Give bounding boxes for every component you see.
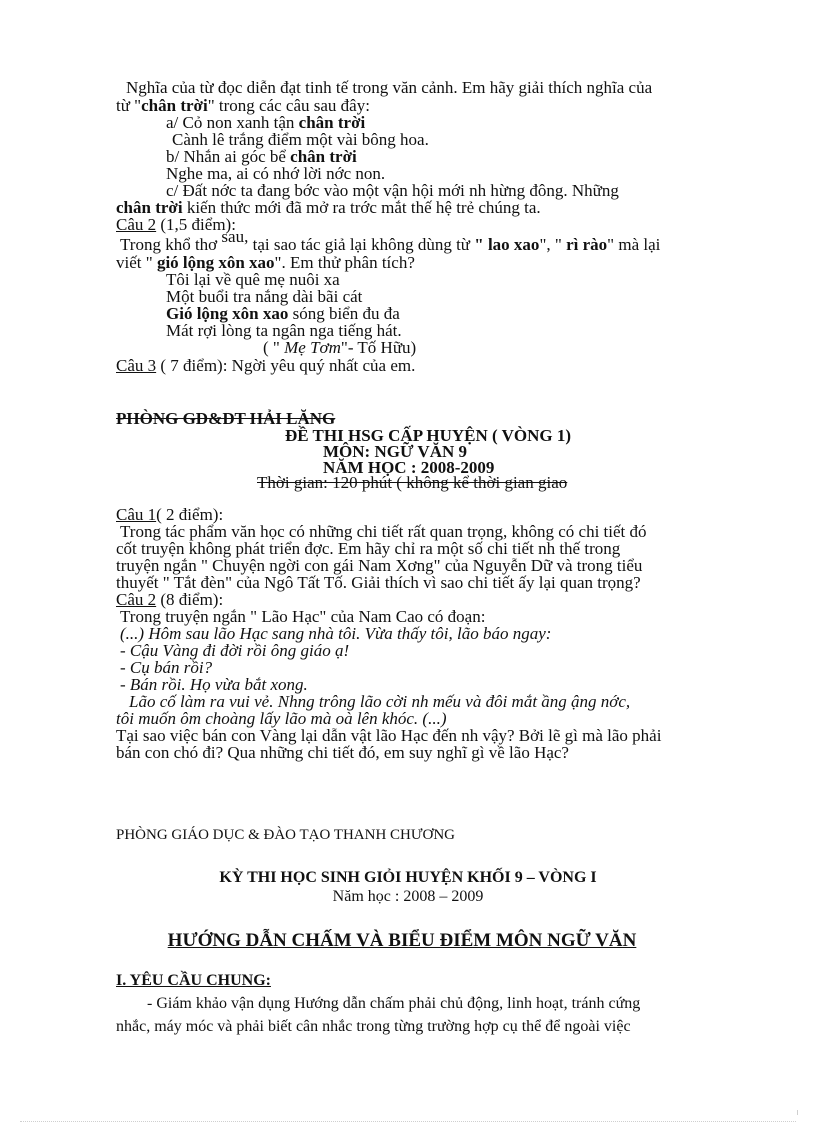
keyword-ri-rao: rì rào (566, 235, 608, 254)
text: sóng biển đu đa (288, 304, 400, 323)
text: b/ Nhắn ai góc bể (166, 147, 291, 166)
keyword-chan-troi: chân trời (298, 113, 366, 132)
p3-para-line2: nhắc, máy móc và phải biết cân nhắc trong từng trường hợp cụ thể để ngoài việc (116, 1018, 631, 1035)
p1-item-a-line2: Cành lê trắng điểm một vài bông hoa. (172, 130, 429, 149)
keyword-gio-long: Gió lộng xôn xao (166, 304, 289, 323)
p1-q3 (116, 356, 415, 375)
p2-excerpt-line6: tôi muốn ôm choàng lấy lão mà oà lên khóc. (...) (116, 709, 447, 728)
p2-time: Thời gian: 120 phút ( không kể thời gian giao (257, 473, 568, 492)
question-label: Câu 1 (116, 505, 157, 524)
poem-line-4: Mát rợi lòng ta ngân nga tiếng hát. (166, 321, 402, 340)
p2-org: PHÒNG GD&ĐT HẢI LĂNG (116, 409, 336, 428)
p3-para-line1: - Giám khảo vận dụng Hướng dẫn chấm phải chủ động, linh hoạt, tránh cứng (147, 995, 641, 1012)
p1-item-b-line2: Nghe ma, ai có nhớ lời nớc non. (166, 164, 386, 183)
p2-title: ĐỀ THI HSG CẤP HUYỆN ( VÒNG 1) (285, 426, 572, 445)
p2-excerpt-line3: - Cụ bán rồi? (120, 658, 213, 677)
p1-q2-line1 (120, 227, 661, 254)
p2-q1-line3: truyện ngắn " Chuyện ngời con gái Nam Xơng" của Nguyễn Dữ và trong tiểu (116, 556, 643, 575)
keyword-chan-troi: chân trời (116, 198, 183, 217)
poem-source (263, 338, 416, 357)
p1-item-c: c/ Đất nớc ta đang bớc vào một vận hội mới nh hừng đông. Những (166, 181, 619, 200)
poem-line-1: Tôi lại về quê mẹ nuôi xa (166, 270, 340, 289)
p3-section-heading: I. YÊU CẦU CHUNG: (116, 972, 271, 989)
p2-excerpt-line2: - Cậu Vàng đi đời rồi ông giáo ạ! (120, 641, 350, 660)
text: ( " (263, 338, 285, 357)
p2-q1-line2: cốt truyện không phát triển đợc. Em hãy chỉ ra một số chi tiết nh thế trong (116, 539, 621, 558)
text: ". Em thử phân tích? (274, 253, 415, 272)
p1-q2-header (116, 215, 236, 234)
p2-excerpt-line1: (...) Hôm sau lão Hạc sang nhà tôi. Vừa thấy tôi, lão báo ngay: (120, 624, 552, 643)
keyword-gio-long: gió lộng xôn xao (156, 253, 275, 272)
question-label: Câu 3 (116, 356, 157, 375)
poem-title: Mẹ Tơm (284, 338, 341, 357)
keyword-lao-xao: " lao xao (474, 235, 540, 254)
text: " trong các câu sau đây: (207, 96, 370, 115)
p1-intro-line1: Nghĩa của từ đọc diễn đạt tinh tế trong văn cảnh. Em hãy giải thích nghĩa của (126, 78, 653, 97)
p2-excerpt-line4: - Bán rồi. Họ vừa bắt xong. (120, 675, 308, 694)
p3-heading: HƯỚNG DẪN CHẤM VÀ BIỂU ĐIỂM MÔN NGỮ VĂN (167, 930, 637, 951)
text: " mà lại (607, 235, 661, 254)
p3-org: PHÒNG GIÁO DỤC & ĐÀO TẠO THANH CHƯƠNG (116, 827, 456, 843)
p2-excerpt-line5: Lão cố làm ra vui vẻ. Nhng trông lão cời nh mếu và đôi mắt ầng ậng nớc, (129, 692, 631, 711)
question-label: Câu 2 (116, 590, 157, 609)
poem-line-2: Một buổi tra nắng dài bãi cát (166, 287, 363, 306)
p2-q1-line4: thuyết " Tắt đèn" của Ngô Tất Tố. Giải thích vì sao chi tiết ấy lại quan trọng? (116, 573, 641, 592)
keyword-chan-troi: chân trời (290, 147, 357, 166)
text: ", " (539, 235, 567, 254)
p2-subject: MÔN: NGỮ VĂN 9 (323, 442, 468, 461)
question-label: Câu 2 (116, 215, 157, 234)
p2-q1-line1: Trong tác phẩm văn học có những chi tiết rất quan trọng, không có chi tiết đó (120, 522, 647, 541)
question-text: ( 7 điểm): Ngời yêu quý nhất của em. (156, 356, 416, 375)
p3-year: Năm học : 2008 – 2009 (332, 888, 484, 905)
text: từ " (116, 96, 142, 115)
text: tại sao tác giả lại không dùng từ (248, 235, 475, 254)
keyword-chan-troi: chân trời (141, 96, 208, 115)
page-corner-mark (797, 1110, 798, 1115)
p2-year: NĂM HỌC : 2008-2009 (323, 458, 495, 477)
text: a/ Cỏ non xanh tận (166, 113, 299, 132)
text: "- Tố Hữu) (340, 338, 417, 357)
question-points: ( 2 điểm): (156, 505, 224, 524)
question-points: (8 điểm): (156, 590, 224, 609)
page-edge (20, 1121, 796, 1122)
question-points: (1,5 điểm): (156, 215, 236, 234)
text: Trong khổ thơ (120, 235, 222, 254)
p3-title: KỲ THI HỌC SINH GIỎI HUYỆN KHỐI 9 – VÒNG I (219, 869, 597, 886)
p2-q2-line8: bán con chó đi? Qua những chi tiết đó, em suy nghĩ gì về lão Hạc? (116, 743, 569, 762)
p2-q2-line1: Trong truyện ngắn " Lão Hạc" của Nam Cao có đoạn: (120, 607, 486, 626)
text: kiến thức mới đã mở ra trớc mắt thế hệ trẻ chúng ta. (182, 198, 541, 217)
text: viết " (116, 253, 157, 272)
p2-q2-line7: Tại sao việc bán con Vàng lại dẫn vật lão Hạc đến nh vậy? Bởi lẽ gì mà lão phải (116, 726, 662, 745)
text-raised: sau, (221, 227, 249, 246)
